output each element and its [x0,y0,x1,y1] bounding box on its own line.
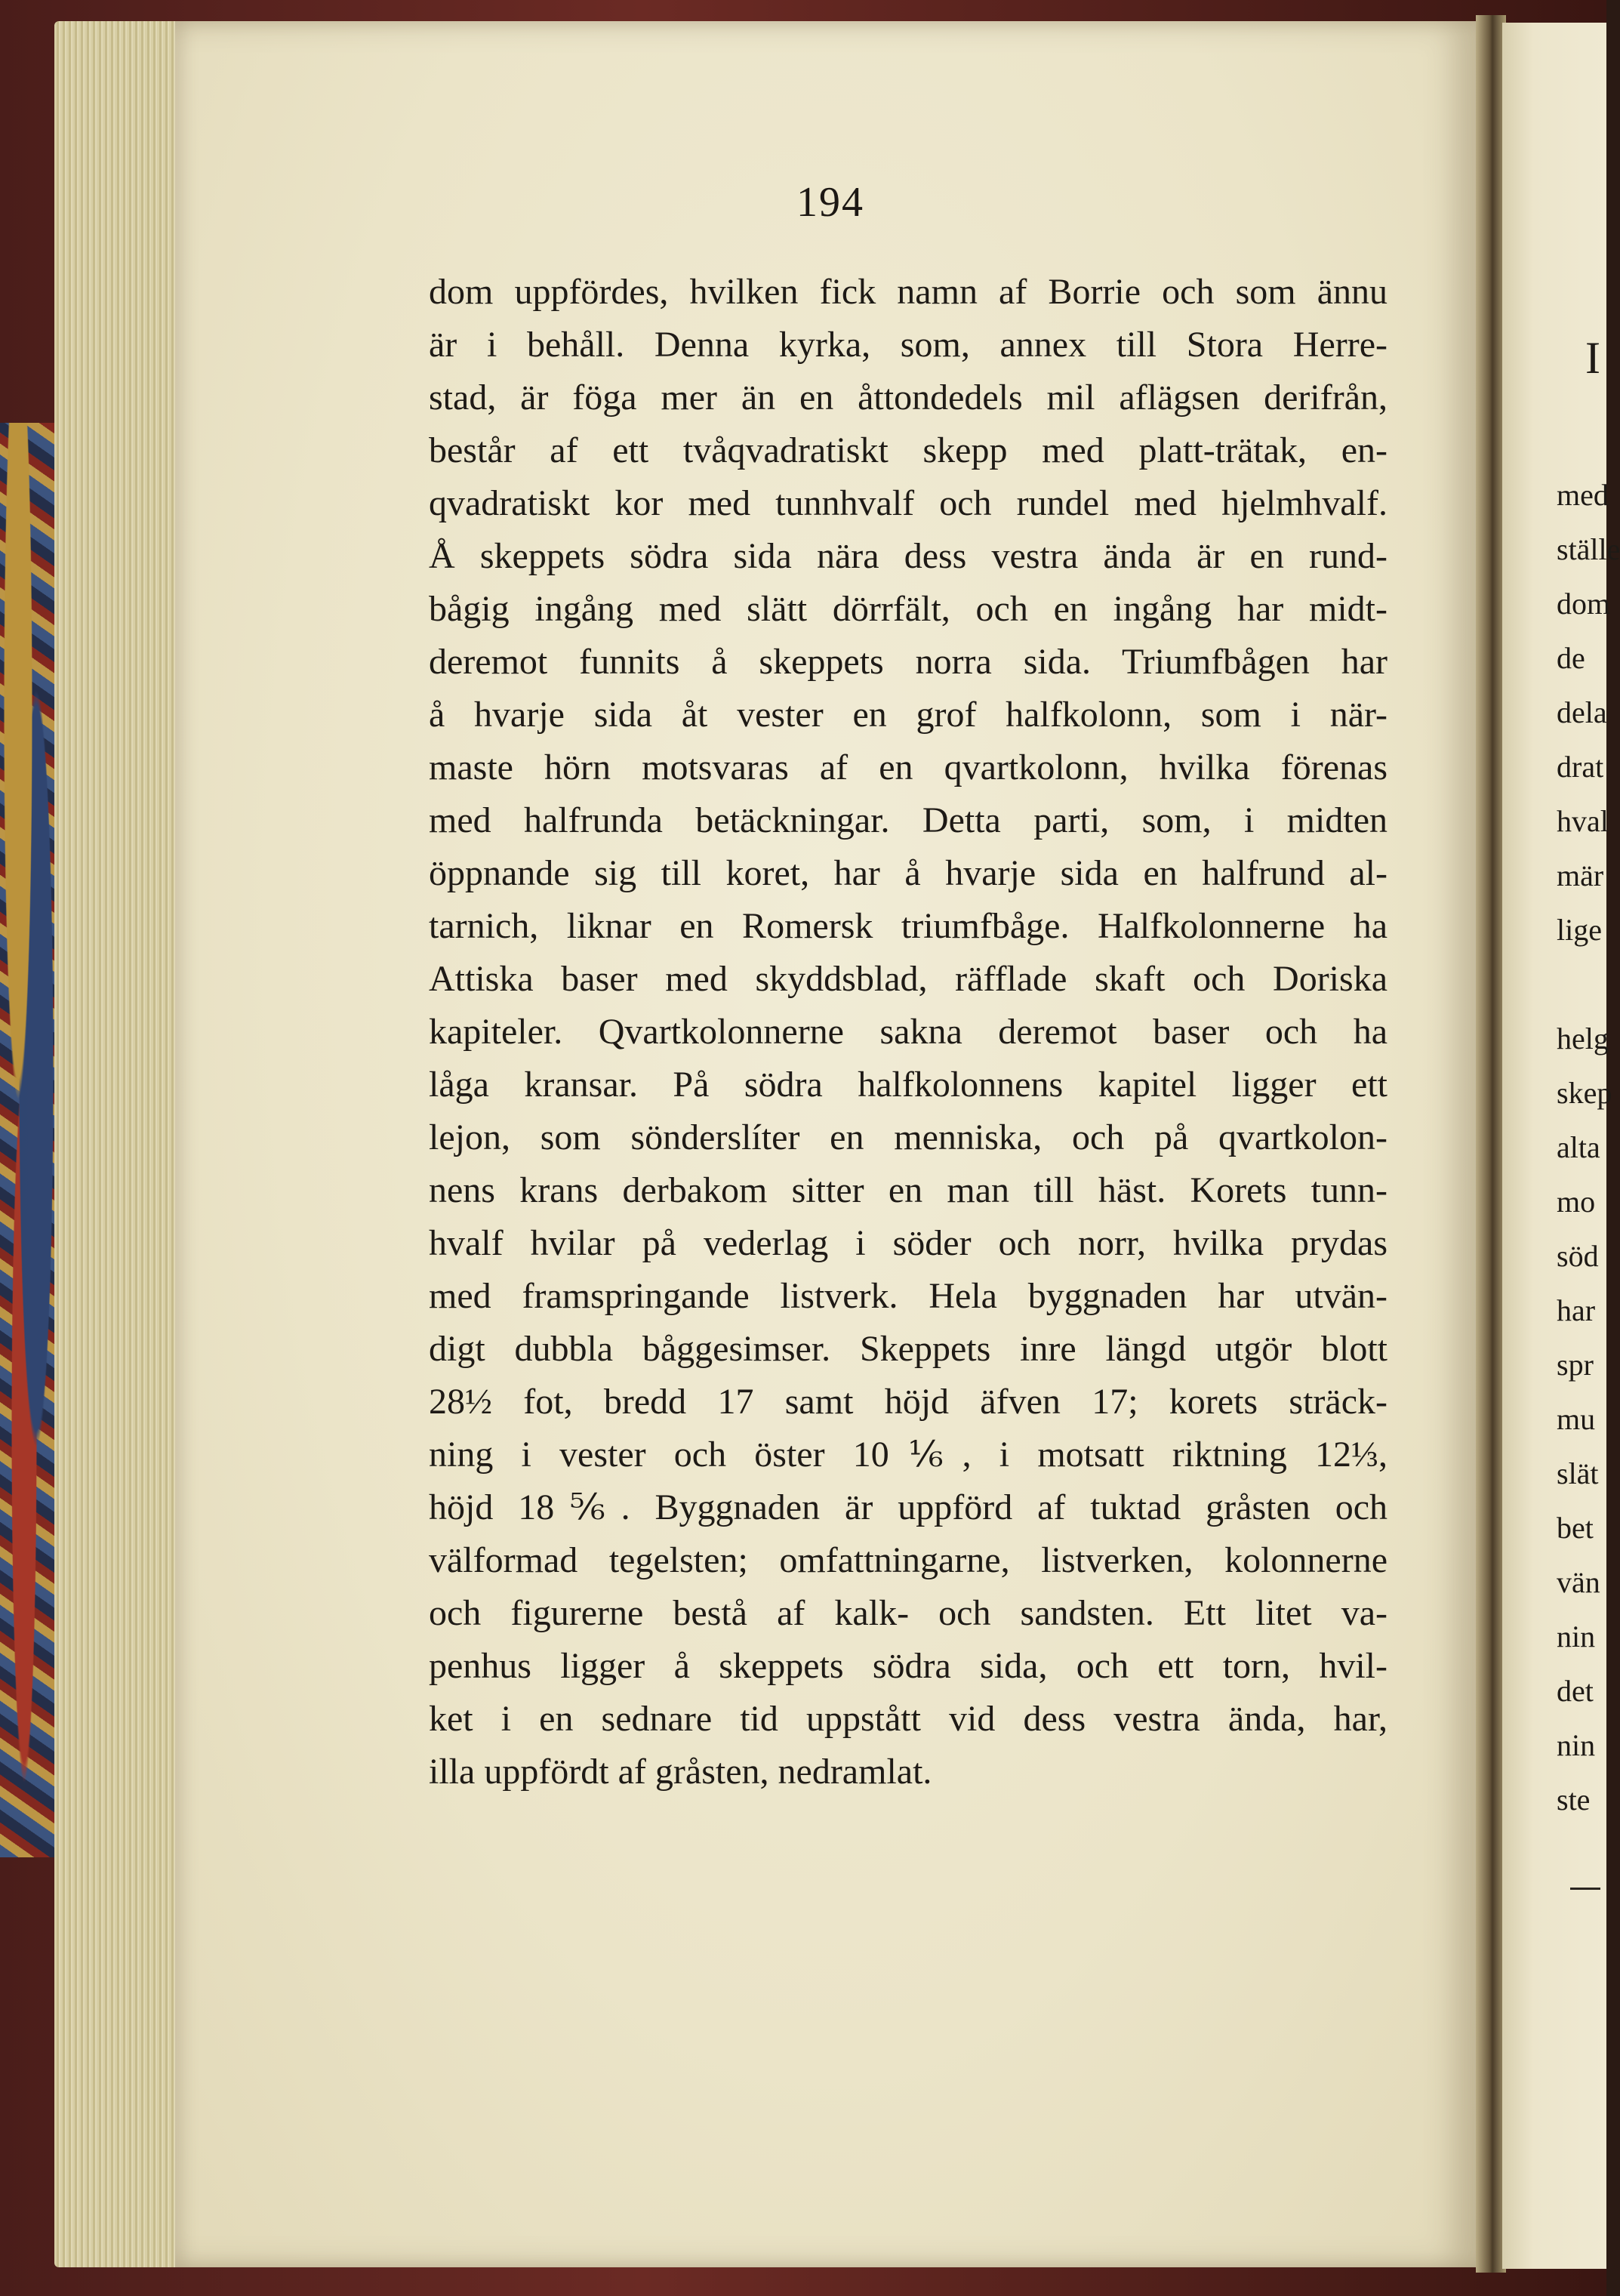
facing-line-fragment: slät [1557,1456,1599,1490]
facing-line-fragment: spr [1557,1348,1594,1382]
facing-line-fragment: nin [1557,1728,1596,1762]
text-line: välformad tegelsten; omfattningarne, listverken, kolonnerne [429,1540,1387,1580]
page-number: 194 [796,179,864,226]
facing-line-fragment: ste [1557,1783,1591,1817]
text-line: består af ett tvåqvadratiskt skepp med platt-trätak, en- [429,430,1387,470]
body-text [429,266,1387,1798]
text-line: qvadratiskt kor med tunnhvalf och rundel med hjelmhvalf. [429,483,1387,523]
facing-line-fragment: drat [1557,750,1604,784]
facing-line-fragment: helg [1557,1022,1609,1056]
facing-line-fragment: skep [1557,1076,1612,1110]
text-line: ket i en sednare tid uppstått vid dess vestra ända, har, [429,1699,1387,1739]
text-line: höjd 18⅚. Byggnaden är uppförd af tuktad gråsten och [429,1487,1387,1527]
text-line: stad, är föga mer än en åttondedels mil aflägsen derifrån, [429,378,1387,418]
text-line: Å skeppets södra sida nära dess vestra ända är en rund- [429,536,1387,576]
facing-line-fragment: dom [1557,587,1611,621]
facing-line-fragment: bet [1557,1511,1594,1545]
text-line: å hvarje sida åt vester en grof halfkolonn, som i när- [429,695,1387,735]
text-line: dom uppfördes, hvilken fick namn af Borrie och som ännu [429,272,1387,312]
text-line: med halfrunda betäckningar. Detta parti, som, i midten [429,800,1387,840]
text-line: låga kransar. På södra halfkolonnens kapitel ligger ett [429,1065,1387,1105]
facing-line-fragment: mär [1557,858,1604,892]
facing-page-text [1557,468,1620,1827]
facing-line-fragment: mo [1557,1185,1596,1219]
text-line: ning i vester och öster 10⅙, i motsatt riktning 12⅓, [429,1435,1387,1475]
facing-line-fragment: alta [1557,1130,1600,1164]
facing-line-fragment: med [1557,478,1609,512]
facing-line-fragment: ställe [1557,532,1620,566]
text-line: öppnande sig till koret, har å hvarje sida en halfrund al- [429,853,1387,893]
text-line: tarnich, liknar en Romersk triumfbåge. Halfkolonnerne ha [429,906,1387,946]
text-line: penhus ligger å skeppets södra sida, och ett torn, hvil- [429,1646,1387,1686]
text-line: med framspringande listverk. Hela byggnaden har utvän- [429,1276,1387,1316]
facing-line-fragment: mu [1557,1402,1596,1436]
facing-page-heading-fragment: I [1585,333,1600,383]
facing-line-fragment: har [1557,1293,1596,1327]
text-line: lejon, som sönderslíter en menniska, och på qvartkolon- [429,1117,1387,1157]
facing-line-fragment: dela [1557,695,1607,729]
text-line: 28½ fot, bredd 17 samt höjd äfven 17; korets sträck- [429,1382,1387,1422]
text-line: maste hörn motsvaras af en qvartkolonn, hvilka förenas [429,747,1387,787]
text-line: kapiteler. Qvartkolonnerne sakna deremot baser och ha [429,1012,1387,1052]
facing-line-fragment: hval [1557,804,1609,838]
facing-line-fragment: lige [1557,913,1602,947]
page-edges [54,21,183,2267]
facing-line-fragment [1557,957,1606,1012]
facing-line-fragment: de [1557,641,1585,675]
marbled-endpaper [0,423,60,1857]
text-line: och figurerne bestå af kalk- och sandsten. Ett litet va- [429,1593,1387,1633]
text-line: är i behåll. Denna kyrka, som, annex till Stora Herre- [429,325,1387,365]
facing-page-rule [1570,1888,1600,1890]
facing-line-fragment: nin [1557,1620,1596,1653]
facing-line-fragment: det [1557,1674,1594,1708]
book-gutter [1476,15,1506,2273]
text-line: hvalf hvilar på vederlag i söder och norr, hvilka prydas [429,1223,1387,1263]
text-line: deremot funnits å skeppets norra sida. Triumfbågen har [429,642,1387,682]
text-line: illa uppfördt af gråsten, nedramlat. [429,1752,932,1792]
facing-line-fragment: vän [1557,1565,1600,1599]
text-line: Attiska baser med skyddsblad, räfflade skaft och Doriska [429,959,1387,999]
text-line: bågig ingång med slätt dörrfält, och en ingång har midt- [429,589,1387,629]
text-line: digt dubbla båggesimser. Skeppets inre längd utgör blott [429,1329,1387,1369]
facing-line-fragment: söd [1557,1239,1599,1273]
text-line: nens krans derbakom sitter en man till häst. Korets tunn- [429,1170,1387,1210]
